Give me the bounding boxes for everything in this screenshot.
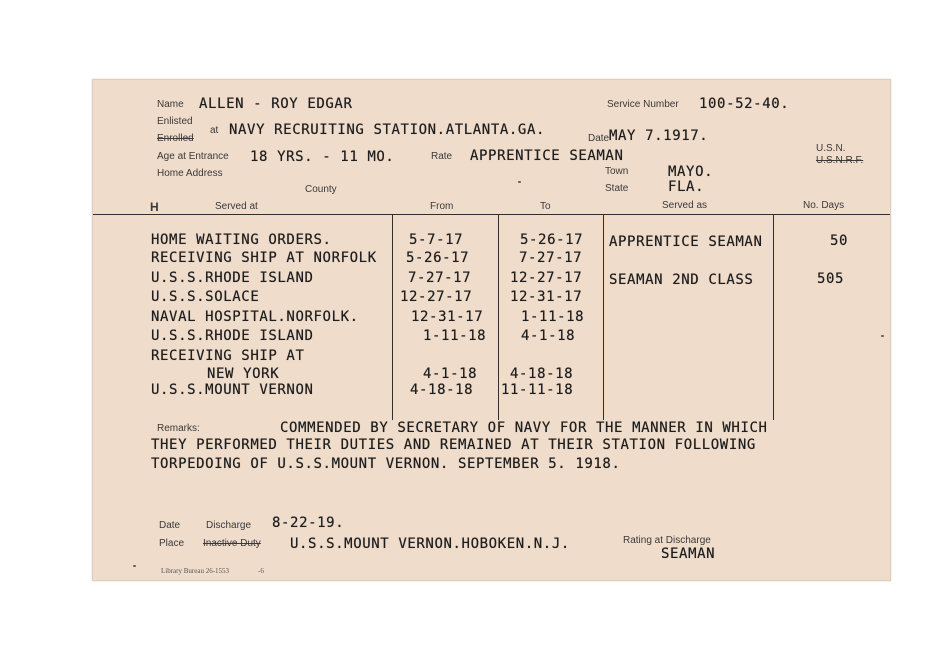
town-value: MAYO. xyxy=(668,164,714,180)
usn-label: U.S.N. xyxy=(816,143,846,154)
service-to: 12-27-17 xyxy=(510,270,583,286)
service-to: 1-11-18 xyxy=(521,309,585,325)
home-address-label: Home Address xyxy=(157,168,223,179)
column-divider-from xyxy=(392,214,393,420)
service-place: NAVAL HOSPITAL.NORFOLK. xyxy=(151,309,359,325)
service-from: 1-11-18 xyxy=(423,328,487,344)
service-place: U.S.S.SOLACE xyxy=(151,289,260,305)
inactive-duty-label: Inactive Duty xyxy=(203,538,261,549)
age-label: Age at Entrance xyxy=(157,151,229,162)
service-to: 5-26-17 xyxy=(520,232,584,248)
rating-at-discharge-label: Rating at Discharge xyxy=(623,535,711,546)
column-divider-days xyxy=(773,214,774,420)
state-label: State xyxy=(605,183,629,194)
name-label: Name xyxy=(157,99,184,110)
service-to: 7-27-17 xyxy=(519,250,583,266)
paper-speck xyxy=(133,565,136,567)
served-as-value: APPRENTICE SEAMAN xyxy=(609,234,763,250)
service-to: 4-1-18 xyxy=(521,328,576,344)
service-from: 5-26-17 xyxy=(406,250,470,266)
remarks-line-3: TORPEDOING OF U.S.S.MOUNT VERNON. SEPTEMBER 5. 1918. xyxy=(151,456,621,472)
service-place: HOME WAITING ORDERS. xyxy=(151,232,332,248)
h-mark: H xyxy=(150,200,159,214)
footer-mark: -6 xyxy=(258,567,264,575)
service-from: 5-7-17 xyxy=(409,232,464,248)
discharge-label: Discharge xyxy=(206,520,252,531)
service-place: RECEIVING SHIP AT NORFOLK xyxy=(151,250,377,266)
service-from: 4-18-18 xyxy=(410,382,474,398)
service-place: U.S.S.RHODE ISLAND xyxy=(151,328,314,344)
service-to: 4-18-18 xyxy=(510,366,574,382)
rate-value: APPRENTICE SEAMAN xyxy=(470,148,624,164)
remarks-line-2: THEY PERFORMED THEIR DUTIES AND REMAINED AT THEIR STATION FOLLOWING xyxy=(151,437,756,453)
county-label: County xyxy=(305,184,337,195)
at-label: at xyxy=(210,125,219,136)
enlisted-at-value: NAVY RECRUITING STATION.ATLANTA.GA. xyxy=(229,122,546,138)
state-value: FLA. xyxy=(668,179,705,195)
service-place: U.S.S.RHODE ISLAND xyxy=(151,270,314,286)
service-place: RECEIVING SHIP AT xyxy=(151,348,305,364)
discharge-place-value: U.S.S.MOUNT VERNON.HOBOKEN.N.J. xyxy=(290,536,570,552)
enrolled-label: Enrolled xyxy=(157,133,194,144)
service-to: 12-31-17 xyxy=(510,289,583,305)
served-as-header: Served as xyxy=(662,200,708,211)
service-number-value: 100-52-40. xyxy=(699,96,790,112)
column-divider-to xyxy=(498,214,499,420)
rate-label: Rate xyxy=(431,151,453,162)
paper-speck xyxy=(881,335,884,337)
town-label: Town xyxy=(605,166,629,177)
service-from: 12-27-17 xyxy=(400,289,473,305)
no-days-header: No. Days xyxy=(803,200,845,211)
usnrf-label: U.S.N.R.F. xyxy=(816,155,864,166)
discharge-date-value: 8-22-19. xyxy=(272,515,345,531)
served-at-header: Served at xyxy=(215,201,258,212)
from-header: From xyxy=(430,201,454,212)
discharge-date-label: Date xyxy=(159,520,181,531)
name-value: ALLEN - ROY EDGAR xyxy=(199,96,353,112)
no-days-value: 50 xyxy=(830,233,849,249)
served-as-value: SEAMAN 2ND CLASS xyxy=(609,272,754,288)
printer-imprint: Library Bureau 26-1553 xyxy=(161,567,230,575)
service-number-label: Service Number xyxy=(607,99,679,110)
service-from: 7-27-17 xyxy=(408,270,472,286)
column-divider-served-as xyxy=(603,214,604,420)
remarks-line-1: COMMENDED BY SECRETARY OF NAVY FOR THE MANNER IN WHICH xyxy=(280,420,768,436)
remarks-label: Remarks: xyxy=(157,423,200,434)
table-header-rule xyxy=(93,214,890,215)
service-to: 11-11-18 xyxy=(501,382,574,398)
service-from: 12-31-17 xyxy=(411,309,484,325)
age-value: 18 YRS. - 11 MO. xyxy=(250,149,395,165)
enlisted-label: Enlisted xyxy=(157,116,193,127)
service-place: U.S.S.MOUNT VERNON xyxy=(151,382,314,398)
paper-speck xyxy=(518,181,521,183)
no-days-value: 505 xyxy=(817,271,845,287)
date-label: Date xyxy=(588,133,610,144)
service-record-card xyxy=(92,79,891,581)
service-place: NEW YORK xyxy=(207,366,280,382)
service-from: 4-1-18 xyxy=(423,366,478,382)
discharge-place-label: Place xyxy=(159,538,185,549)
rating-at-discharge-value: SEAMAN xyxy=(661,546,716,562)
to-header: To xyxy=(540,201,551,212)
date-value: MAY 7.1917. xyxy=(609,128,709,144)
